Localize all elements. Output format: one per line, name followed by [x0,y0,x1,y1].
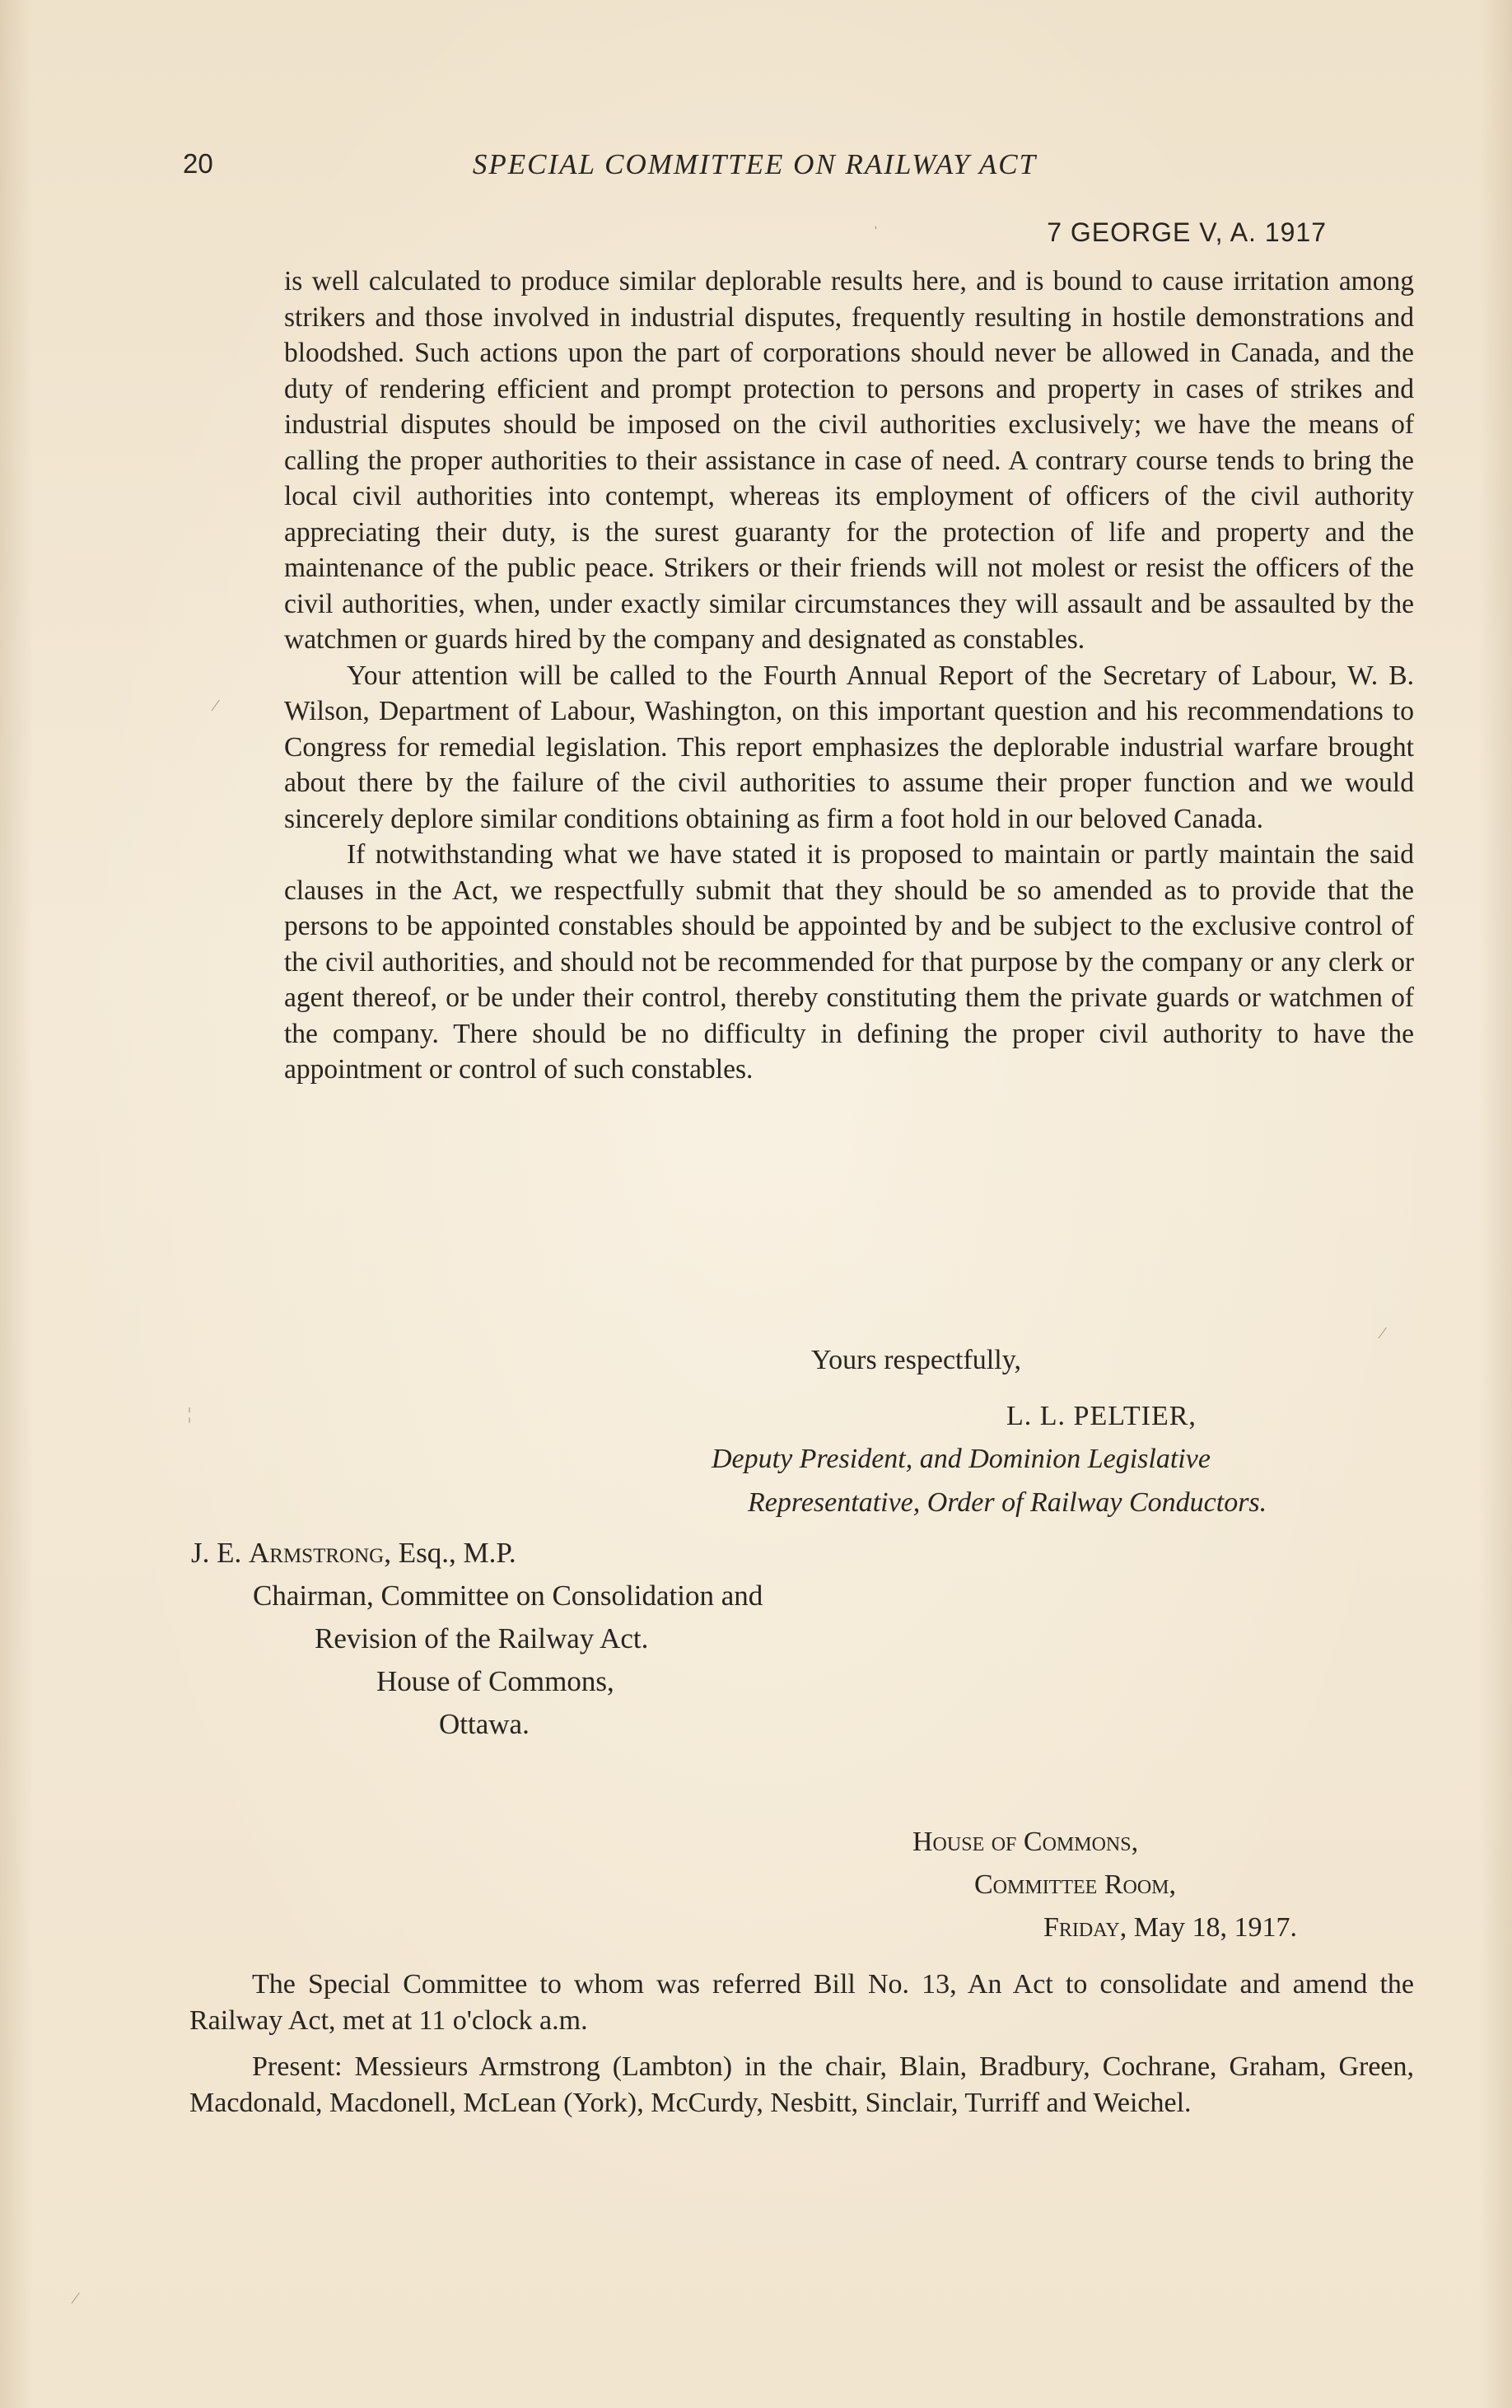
dateline-day: Friday [1043,1912,1120,1943]
letter-paragraph: Your attention will be called to the Fourth Annual Report of the Secretary of Labour, W. B. Wilson, Department of Labour, Washington, on this important question and his recommendations to Congress for remedial legislation. This report emphasizes the deplorable industrial warfare brought about there by the failure of the civil authorities to assume their proper function and we would sincerely deplore similar conditions obtaining as firm a foot hold in our beloved Canada. [284,660,1414,834]
addressee-line: Ottawa. [439,1708,530,1740]
page-edge-shadow [0,0,33,2408]
dateline-room: Committee Room, [974,1869,1177,1900]
letter-paragraph: If notwithstanding what we have stated it is proposed to maintain or partly maintain the said clauses in the Act, we respectfully submit that they should be so amended as to provide that the persons to be appointed constables should be appointed by and be subject to the exclusive control of the civil authorities, and should not be recommended for that purpose by the company or any clerk or agent thereof, or be under their control, thereby constituting them the private guards or watchmen of the company. There should be no difficulty in defining the proper civil authority to have the appointment or control of such constables. [284,839,1414,1085]
letter-body [284,264,1414,1088]
signatory-name: L. L. PELTIER, [1006,1401,1197,1431]
minutes-paragraph: Present: Messieurs Armstrong (Lambton) in the chair, Blain, Bradbury, Cochrane, Graham, Green, Macdonald, Macdonell, McLean (York), McCurdy, Nesbitt, Sinclair, Turriff and Weichel. [189,2051,1414,2118]
addressee-line: House of Commons, [376,1665,614,1697]
paper-mark: ⁄ [1381,1324,1384,1342]
running-title: SPECIAL COMMITTEE ON RAILWAY ACT [472,148,1038,180]
addressee-surname: Armstrong [249,1537,385,1569]
paper-mark: ⁄ [74,2289,77,2308]
minutes-section [189,1967,1414,2131]
minutes-paragraph: The Special Committee to whom was referred Bill No. 13, An Act to consolidate and amend the Railway Act, met at 11 o'clock a.m. [189,1969,1414,2036]
paper-mark: ˈ [873,224,879,242]
paper-mark: ¦ [188,1405,192,1423]
dateline-date-text: , May 18, 1917. [1119,1912,1298,1943]
paper-mark: ⁄ [214,697,217,715]
addressee-initials: J. E. [191,1537,249,1569]
letter-closing: Yours respectfully, [811,1345,1021,1375]
page-edge-shadow [1479,0,1512,2408]
dateline-place: House of Commons, [912,1827,1139,1857]
letter-paragraph: is well calculated to produce similar deplorable results here, and is bound to cause irritation among strikers and those involved in industrial disputes, frequently resulting in hostile demonstrations and bloodshed. Such actions upon the part of corporations should never be allowed in Canada, and the duty of rendering efficient and prompt protection to persons and property in cases of strikes and industrial disputes should be imposed on the civil authorities exclusively; we have the means of calling the proper authorities to their assistance in case of need. A contrary course tends to bring the local civil authorities into contempt, whereas its employment of officers of the civil authority appreciating their duty, is the surest guaranty for the protection of life and property and the maintenance of the public peace. Strikers or their friends will not molest or resist the officers of the civil authorities, when, under exactly similar circumstances they will assault and be assaulted by the watchmen or guards hired by the company and designated as constables. [284,266,1414,655]
addressee-suffix: , Esq., M.P. [384,1537,516,1569]
page-number: 20 [183,148,213,179]
dateline-date [1043,1912,1297,1944]
session-reference: 7 GEORGE V, A. 1917 [1047,217,1327,247]
addressee-line: Chairman, Committee on Consolidation and [253,1580,763,1612]
page-header [183,148,1327,193]
addressee-line: Revision of the Railway Act. [315,1622,649,1654]
signatory-title: Deputy President, and Dominion Legislative [712,1444,1211,1474]
signatory-title: Representative, Order of Railway Conductors. [748,1487,1267,1518]
addressee-name [191,1537,516,1570]
